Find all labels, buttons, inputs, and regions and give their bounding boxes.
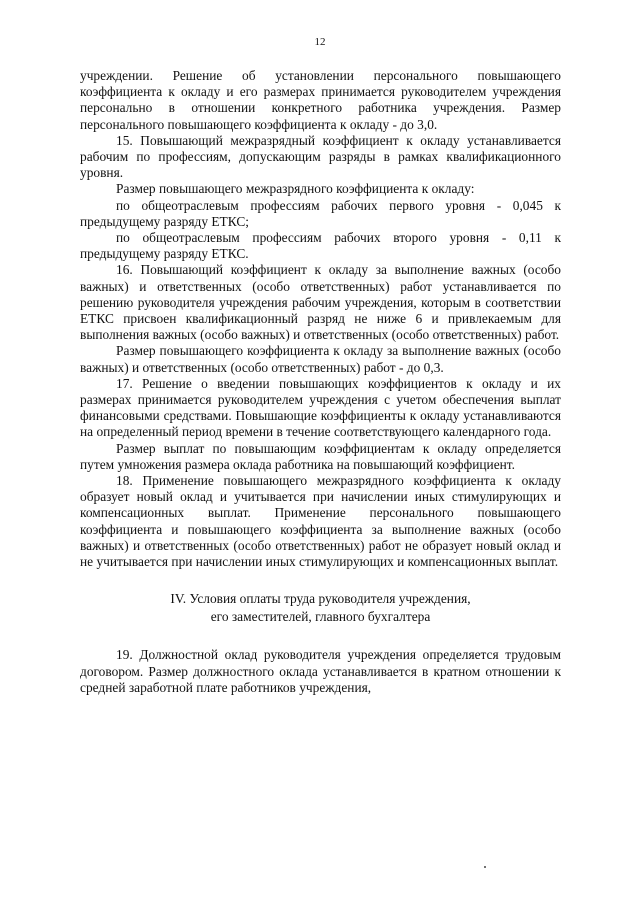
section-heading bbox=[80, 590, 561, 626]
paragraph-continuation: учреждении. Решение об установлении персонального повышающего коэффициента к окладу и его размерах принимается руководителем учреждения персонально в отношении конкретного работника учреждения. Размер персонального повышающего коэффициента к окладу - до 3,0. bbox=[80, 68, 561, 132]
scan-speck bbox=[484, 866, 486, 868]
section-heading-line2: его заместителей, главного бухгалтера bbox=[210, 609, 431, 625]
paragraph-16-size: Размер повышающего коэффициента к окладу за выполнение важных (особо важных) и ответственных (особо ответственных) работ - до 0,3. bbox=[80, 343, 561, 375]
paragraph-16: 16. Повышающий коэффициент к окладу за выполнение важных (особо важных) и ответственных (особо ответственных) работ устанавливается по решению руководителя учреждения рабочим учреждения, которым в соответствии ЕТКС присвоен квалификационный разряд не ниже 6 и привлекаемым для выполнения важных (особо важных) и ответственных (особо ответственных) работ. bbox=[80, 262, 561, 343]
document-body bbox=[80, 68, 561, 696]
paragraph-18: 18. Применение повышающего межразрядного коэффициента к окладу образует новый оклад и учитывается при начислении иных стимулирующих и компенсационных выплат. Применение персонального повышающего коэффициента и повышающего коэффициента за выполнение важных (особо важных) и ответственных (особо ответственных) работ не образует новый оклад и не учитывается при начислении иных стимулирующих и компенсационных выплат. bbox=[80, 473, 561, 570]
paragraph-15-level1: по общеотраслевым профессиям рабочих первого уровня - 0,045 к предыдущему разряду ЕТКС; bbox=[80, 197, 561, 229]
section-heading-line1: IV. Условия оплаты труда руководителя учреждения, bbox=[170, 591, 471, 607]
paragraph-15-level2: по общеотраслевым профессиям рабочих второго уровня - 0,11 к предыдущему разряду ЕТКС. bbox=[80, 230, 561, 262]
paragraph-17: 17. Решение о введении повышающих коэффициентов к окладу и их размерах принимается руководителем учреждения с учетом обеспечения выплат финансовыми средствами. Повышающие коэффициенты к окладу устанавливаются на определенный период времени в течение соответствующего календарного года. bbox=[80, 375, 561, 440]
paragraph-17-size: Размер выплат по повышающим коэффициентам к окладу определяется путем умножения размера оклада работника на повышающий коэффициент. bbox=[80, 440, 561, 472]
paragraph-19: 19. Должностной оклад руководителя учреждения определяется трудовым договором. Размер должностного оклада устанавливается в кратном отношении к средней заработной плате работников учреждения, bbox=[80, 647, 561, 695]
page-number: 12 bbox=[314, 36, 326, 48]
paragraph-15: 15. Повышающий межразрядный коэффициент к окладу устанавливается рабочим по профессиям, допускающим разряды в рамках квалификационного уровня. bbox=[80, 132, 561, 181]
paragraph-15-size: Размер повышающего межразрядного коэффициента к окладу: bbox=[116, 181, 475, 197]
